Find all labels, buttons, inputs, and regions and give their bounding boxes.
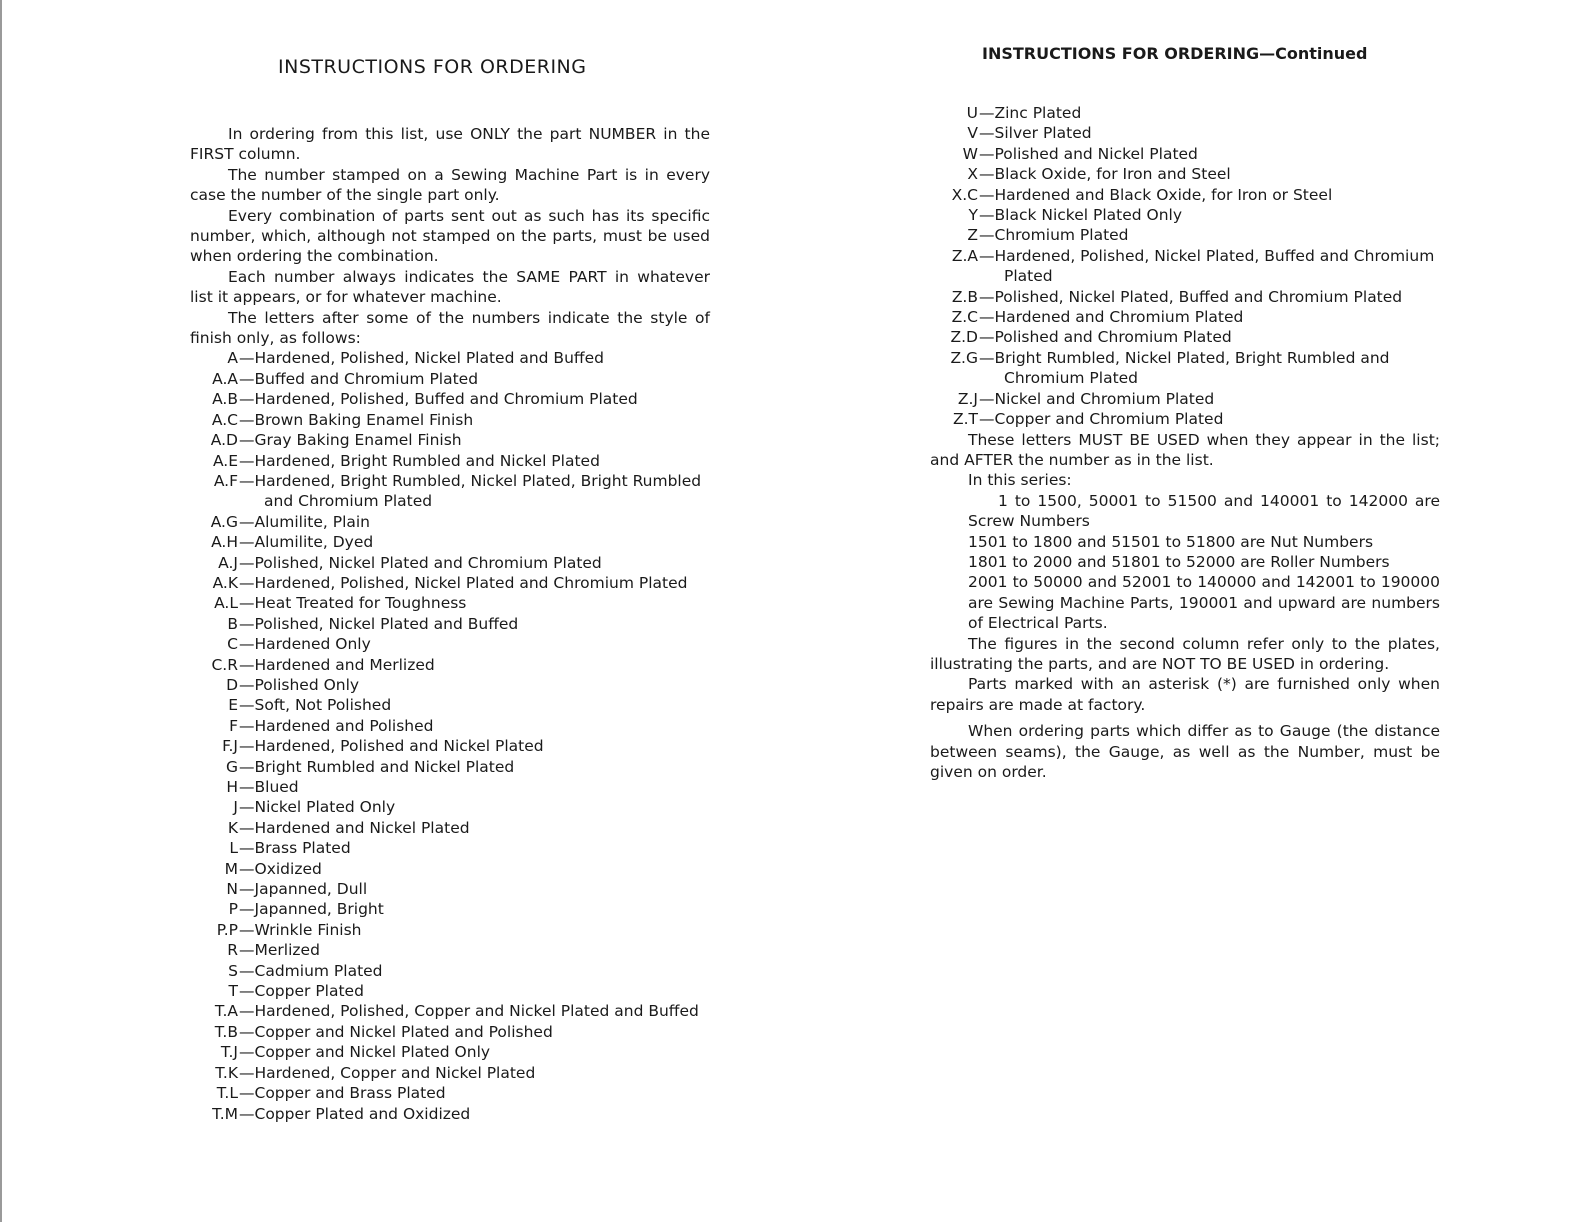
em-dash: — (239, 757, 255, 776)
finish-code: P (228, 900, 238, 919)
intro-paragraph: Every combination of parts sent out as such has its specific number, which, although not stamped on the parts, must be used when ordering the combination. (190, 206, 710, 266)
em-dash: — (979, 124, 995, 143)
finish-code-list-continued (930, 103, 1440, 430)
finish-code: A.F (213, 471, 238, 490)
em-dash: — (239, 961, 255, 980)
finish-description: Blued (254, 778, 299, 796)
finish-code-item (190, 451, 710, 471)
em-dash: — (979, 104, 995, 122)
finish-code: V (967, 124, 978, 143)
finish-code-item (190, 1083, 710, 1103)
finish-code-item (190, 410, 710, 430)
finish-code-item (190, 1001, 710, 1021)
series-intro: In this series: (968, 471, 1072, 490)
finish-description: Alumilite, Plain (254, 512, 371, 531)
finish-description: Gray Baking Enamel Finish (254, 431, 462, 450)
finish-description: Buffed and Chromium Plated (254, 369, 479, 388)
em-dash: — (979, 287, 995, 306)
finish-code: A.J (218, 553, 238, 572)
em-dash: — (239, 675, 255, 694)
page-edge-line (0, 0, 2, 1222)
finish-description: Polished and Chromium Plated (994, 328, 1232, 347)
finish-description: Polished, Nickel Plated and Chromium Plated (254, 553, 602, 572)
finish-code-item (190, 675, 710, 695)
finish-description: Hardened, Polished, Nickel Plated and Buffed (254, 349, 604, 368)
finish-code: T.L (216, 1084, 238, 1103)
finish-code: Z.A (951, 246, 978, 265)
em-dash: — (239, 410, 255, 429)
finish-code-item (190, 859, 710, 879)
finish-description: Zinc Plated (994, 104, 1082, 122)
finish-description: Hardened, Polished, Nickel Plated and Chromium Plated (254, 573, 688, 592)
finish-code-item (190, 1104, 710, 1124)
finish-code-item (190, 961, 710, 981)
finish-code: R (227, 941, 238, 960)
finish-code: A (227, 349, 238, 368)
finish-description: Copper Plated (254, 982, 364, 1001)
finish-code: Y (968, 206, 978, 225)
finish-code: Z.C (951, 308, 978, 327)
finish-code: T.J (220, 1043, 238, 1062)
em-dash: — (239, 1084, 255, 1103)
finish-code: K (227, 818, 238, 837)
finish-code: T.K (215, 1063, 238, 1082)
series-item: 1 to 1500, 50001 to 51500 and 140001 to 142000 are Screw Numbers (968, 491, 1440, 531)
asterisk-note: Parts marked with an asterisk (*) are furnished only when repairs are made at factory. (930, 675, 1440, 714)
em-dash: — (239, 369, 255, 388)
finish-code: M (224, 859, 238, 878)
finish-description: Hardened, Polished and Nickel Plated (254, 737, 544, 756)
finish-description: Cadmium Plated (254, 961, 383, 980)
em-dash: — (239, 798, 255, 817)
finish-code: A.C (211, 410, 238, 429)
em-dash: — (239, 635, 255, 654)
finish-code-item (190, 634, 710, 654)
finish-code-item (930, 205, 1440, 225)
finish-code-item (190, 369, 710, 389)
em-dash: — (239, 349, 255, 368)
finish-code-item (190, 389, 710, 409)
finish-code-item (190, 430, 710, 450)
finish-code-item (190, 838, 710, 858)
finish-description: Copper Plated and Oxidized (254, 1104, 471, 1123)
em-dash: — (239, 533, 255, 552)
finish-code: G (225, 757, 238, 776)
finish-description: Nickel and Chromium Plated (994, 389, 1215, 408)
finish-code-item (190, 593, 710, 613)
finish-description: Japanned, Bright (254, 900, 384, 919)
finish-code: D (226, 675, 238, 694)
finish-description: Alumilite, Dyed (254, 533, 374, 552)
finish-code: A.D (210, 431, 238, 450)
finish-description: Soft, Not Polished (254, 696, 392, 715)
em-dash: — (239, 880, 255, 899)
finish-code-item (190, 573, 710, 593)
em-dash: — (239, 778, 255, 796)
finish-code: W (962, 144, 978, 163)
finish-code-item (190, 1022, 710, 1042)
em-dash: — (979, 328, 995, 347)
em-dash: — (979, 410, 995, 429)
em-dash: — (239, 900, 255, 919)
figures-note: The figures in the second column refer only to the plates, illustrating the parts, and are NOT TO BE USED in ordering. (930, 634, 1440, 673)
finish-code-item (930, 327, 1440, 347)
finish-description: Hardened and Chromium Plated (994, 308, 1244, 327)
em-dash: — (239, 1104, 255, 1123)
finish-description: Hardened and Polished (254, 716, 434, 735)
left-page-title: INSTRUCTIONS FOR ORDERING (278, 56, 587, 78)
finish-description: Silver Plated (994, 124, 1092, 143)
em-dash: — (239, 390, 255, 409)
finish-code-item (190, 348, 710, 368)
em-dash: — (239, 920, 255, 939)
finish-code: N (226, 880, 238, 899)
finish-code-item (190, 614, 710, 634)
finish-code: Z.J (957, 389, 978, 408)
finish-code: A.E (212, 451, 238, 470)
usage-note: These letters MUST BE USED when they appear in the list; and AFTER the number as in the list. (930, 430, 1440, 469)
finish-code: Z (967, 226, 978, 245)
finish-code-item (930, 246, 1440, 287)
series-item: 2001 to 50000 and 52001 to 140000 and 142001 to 190000 are Sewing Machine Parts, 190001 and upward are numbers of Electrical Parts. (968, 573, 1440, 633)
finish-description: Hardened, Polished, Buffed and Chromium Plated (254, 390, 638, 409)
intro-paragraph: In ordering from this list, use ONLY the part NUMBER in the FIRST column. (190, 125, 710, 164)
finish-code-item (190, 940, 710, 960)
right-page-body (930, 103, 1440, 782)
finish-code: J (233, 798, 238, 817)
finish-code-item (190, 757, 710, 777)
em-dash: — (239, 431, 255, 450)
intro-paragraph: Each number always indicates the SAME PART in whatever list it appears, or for whatever machine. (190, 267, 710, 307)
finish-code-item (190, 655, 710, 675)
finish-code: S (228, 961, 238, 980)
em-dash: — (239, 982, 255, 1001)
finish-code-item (930, 389, 1440, 409)
em-dash: — (979, 226, 995, 245)
finish-code-item (190, 920, 710, 940)
finish-code: X (967, 165, 978, 184)
finish-code: Z.B (951, 287, 978, 306)
finish-code-item (930, 225, 1440, 245)
em-dash: — (979, 165, 995, 184)
finish-code: T.M (212, 1104, 238, 1123)
finish-code-item (190, 1042, 710, 1062)
em-dash: — (979, 348, 995, 367)
intro-paragraph: The letters after some of the numbers indicate the style of finish only, as follows: (190, 308, 710, 348)
finish-code: T.A (214, 1002, 238, 1021)
finish-code-item (190, 777, 710, 797)
finish-code-item (190, 818, 710, 838)
finish-description: Hardened and Nickel Plated (254, 818, 470, 837)
em-dash: — (239, 941, 255, 960)
finish-description: Chromium Plated (994, 226, 1129, 245)
finish-description: Copper and Chromium Plated (994, 410, 1224, 429)
em-dash: — (979, 308, 995, 327)
em-dash: — (239, 839, 255, 858)
finish-code-item (930, 144, 1440, 164)
finish-description: Copper and Nickel Plated and Polished (254, 1022, 553, 1041)
finish-code: Z.G (950, 348, 978, 367)
finish-code-item (930, 307, 1440, 327)
finish-description: Hardened and Merlized (254, 655, 435, 674)
em-dash: — (239, 859, 255, 878)
finish-code: B (227, 614, 238, 633)
finish-code-item (190, 532, 710, 552)
finish-description: Black Oxide, for Iron and Steel (994, 165, 1231, 184)
finish-code-item (190, 695, 710, 715)
finish-code-item (930, 164, 1440, 184)
finish-code: F (229, 716, 238, 735)
finish-code: Z.D (950, 328, 978, 347)
finish-code-item (190, 553, 710, 573)
finish-code-item (190, 899, 710, 919)
finish-code: P.P (216, 920, 238, 939)
finish-description: Polished, Nickel Plated, Buffed and Chromium Plated (994, 287, 1403, 306)
finish-code-item (190, 471, 710, 512)
em-dash: — (239, 1043, 255, 1062)
finish-description: Brass Plated (254, 839, 351, 858)
em-dash: — (239, 737, 255, 756)
em-dash: — (239, 1022, 255, 1041)
finish-description: Polished and Nickel Plated (994, 144, 1198, 163)
em-dash: — (239, 471, 255, 490)
finish-code-item (930, 348, 1440, 389)
finish-code: C.R (211, 655, 238, 674)
finish-code: E (228, 696, 238, 715)
em-dash: — (239, 594, 255, 613)
finish-description: Polished Only (254, 675, 360, 694)
finish-code-item (190, 797, 710, 817)
left-page-body (190, 124, 710, 1124)
em-dash: — (239, 512, 255, 531)
finish-description: Japanned, Dull (254, 880, 368, 899)
em-dash: — (239, 696, 255, 715)
finish-description: Hardened Only (254, 635, 371, 654)
finish-description: Copper and Brass Plated (254, 1084, 446, 1103)
em-dash: — (239, 451, 255, 470)
right-page-title: INSTRUCTIONS FOR ORDERING—Continued (982, 44, 1368, 63)
finish-description: Oxidized (254, 859, 322, 878)
finish-code-item (190, 879, 710, 899)
finish-code: X.C (951, 185, 978, 204)
series-item: 1801 to 2000 and 51801 to 52000 are Roller Numbers (968, 552, 1390, 571)
finish-description: Bright Rumbled, Nickel Plated, Bright Rumbled and Chromium Plated (994, 348, 1390, 388)
em-dash: — (239, 716, 255, 735)
finish-description: Hardened and Black Oxide, for Iron or Steel (994, 185, 1333, 204)
finish-description: Hardened, Bright Rumbled, Nickel Plated, Bright Rumbled and Chromium Plated (254, 471, 702, 511)
em-dash: — (979, 389, 995, 408)
finish-code: A.G (210, 512, 238, 531)
finish-code: A.H (211, 533, 238, 552)
finish-description: Nickel Plated Only (254, 798, 396, 817)
intro-paragraph: The number stamped on a Sewing Machine Part is in every case the number of the single part only. (190, 165, 710, 205)
finish-code-item (930, 103, 1440, 123)
finish-code: Z.T (952, 410, 978, 429)
finish-code: F.J (222, 737, 238, 756)
em-dash: — (239, 614, 255, 633)
finish-code-item (190, 512, 710, 532)
finish-code: T.B (214, 1022, 238, 1041)
em-dash: — (239, 573, 255, 592)
em-dash: — (979, 185, 995, 204)
finish-description: Hardened, Copper and Nickel Plated (254, 1063, 536, 1082)
finish-code-item (930, 123, 1440, 143)
finish-code-item (190, 1063, 710, 1083)
em-dash: — (979, 246, 995, 265)
em-dash: — (239, 1063, 255, 1082)
finish-code: A.K (212, 573, 238, 592)
finish-description: Wrinkle Finish (254, 920, 362, 939)
series-item: 1501 to 1800 and 51501 to 51800 are Nut Numbers (968, 532, 1374, 551)
em-dash: — (239, 655, 255, 674)
finish-description: Black Nickel Plated Only (994, 206, 1183, 225)
finish-code: A.A (212, 369, 238, 388)
em-dash: — (979, 206, 995, 225)
em-dash: — (239, 818, 255, 837)
finish-code: H (226, 778, 238, 796)
em-dash: — (979, 144, 995, 163)
em-dash: — (239, 1002, 255, 1021)
gauge-note: When ordering parts which differ as to Gauge (the distance between seams), the Gauge, as well as the Number, must be given on order. (930, 722, 1440, 781)
finish-code-item (190, 981, 710, 1001)
finish-description: Heat Treated for Toughness (254, 594, 467, 613)
finish-code-item (930, 409, 1440, 429)
finish-description: Copper and Nickel Plated Only (254, 1043, 491, 1062)
finish-code: U (966, 104, 978, 122)
finish-code: A.L (214, 594, 238, 613)
finish-description: Bright Rumbled and Nickel Plated (254, 757, 515, 776)
finish-code: L (229, 839, 238, 858)
finish-code-item (930, 185, 1440, 205)
finish-code-item (190, 716, 710, 736)
finish-code-item (930, 287, 1440, 307)
finish-description: Hardened, Polished, Copper and Nickel Plated and Buffed (254, 1002, 699, 1021)
finish-code: T (228, 982, 238, 1001)
finish-description: Brown Baking Enamel Finish (254, 410, 474, 429)
em-dash: — (239, 553, 255, 572)
finish-description: Merlized (254, 941, 320, 960)
finish-code-list (190, 348, 710, 1123)
finish-code: C (227, 635, 238, 654)
finish-code-item (190, 736, 710, 756)
finish-code: A.B (212, 390, 238, 409)
finish-description: Hardened, Polished, Nickel Plated, Buffed and Chromium Plated (994, 246, 1435, 286)
finish-description: Polished, Nickel Plated and Buffed (254, 614, 519, 633)
finish-description: Hardened, Bright Rumbled and Nickel Plated (254, 451, 600, 470)
